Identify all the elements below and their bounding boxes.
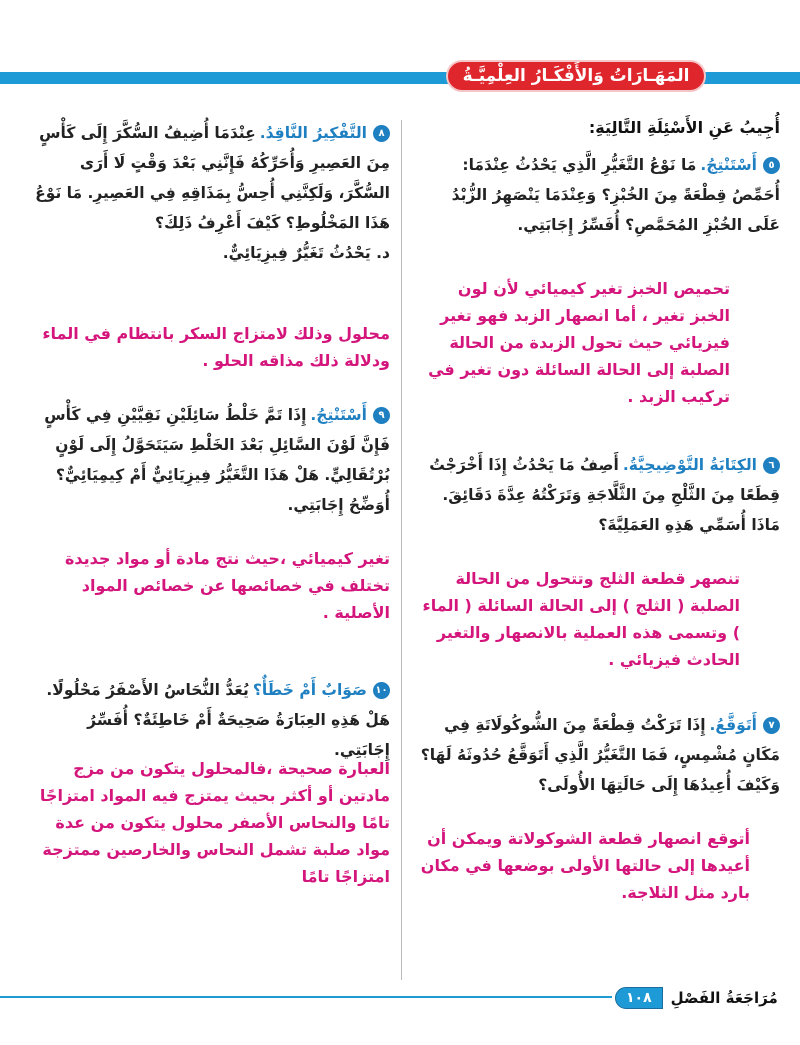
question-tag: أَسْتَنْتِجُ.	[700, 156, 757, 174]
question-number: ٩	[373, 407, 390, 424]
question-tag: صَوَابٌ أَمْ خَطَأٌ؟	[252, 681, 367, 699]
question-text: إِذَا تَمَّ خَلْطُ سَائِلَيْنِ نَقِيَّيْنِ فِي كَأْسٍ فَإِنَّ لَوْنَ السَّائِلِ بَعْدَ الخَلْطِ سَيَتَحَوَّلُ إِلَى لَوْنٍ بُرْتُقَالِيٍّ. هَلْ هَذَا التَّغَيُّرُ فِيزِيَائِيٌّ أَمْ كِيمِيَائِيٌّ؟ أُوَضِّحُ إِجَابَتِي.	[44, 406, 390, 514]
question-number: ٥	[763, 157, 780, 174]
question-6	[420, 450, 780, 540]
question-10	[30, 675, 390, 765]
question-7	[420, 710, 780, 800]
question-tag: الكِتَابَةُ التَّوْضِيحِيَّةُ.	[622, 456, 757, 474]
column-divider	[401, 120, 402, 980]
intro-instruction: أُجِيبُ عَنِ الأَسْئِلَةِ التَّالِيَةِ:	[588, 118, 780, 137]
page-footer	[615, 985, 778, 1011]
question-text: مَا نَوْعُ التَّغَيُّرِ الَّذِي يَحْدُثُ عِنْدَمَا: أُحَمِّصُ قِطْعَةً مِنَ الخُبْزِ؟ وَعِنْدَمَا يَنْصَهِرُ الزُّبْدُ عَلَى الخُبْزِ المُحَمَّصِ؟ أُفَسِّرُ إِجَابَتِي.	[451, 156, 780, 234]
question-number: ١٠	[373, 682, 390, 699]
answer-9: تغير كيميائي ،حيث نتج مادة أو مواد جديدة تختلف في خصائصها عن خصائص المواد الأصلية .	[64, 549, 390, 622]
answer-8: محلول وذلك لامتزاج السكر بانتظام في الماء ودلالة ذلك مذاقه الحلو .	[42, 324, 390, 370]
question-number: ٦	[763, 457, 780, 474]
answer-10: العبارة صحيحة ،فالمحلول يتكون من مزج مادتين أو أكثر بحيث يمتزج فيه المواد امتزاجًا تامًا والنحاس الأصفر محلول يتكون من عدة مواد صلبة تشمل النحاس والخارصين ممتزجة امتزاجًا تامًا	[39, 759, 390, 886]
question-number: ٨	[373, 125, 390, 142]
question-tag: أَسْتَنْتِجُ.	[310, 406, 367, 424]
question-8	[30, 118, 390, 268]
question-tag: أَتَوَقَّعُ.	[709, 716, 757, 734]
question-text: أَصِفُ مَا يَحْدُثُ إِذَا أَخْرَجْتُ قِطَعًا مِنَ الثَّلْجِ مِنَ الثَّلَّاجَةِ وَتَرَكْتُهُ عِدَّةَ دَقَائِقَ. مَاذَا أُسَمِّي هَذِهِ العَمَلِيَّةَ؟	[429, 456, 780, 534]
page-number: ١٠٨	[615, 987, 663, 1009]
section-header: المَهَـارَاتُ وَالأَفْكَـارُ العِلْمِيَّـةُ	[446, 60, 706, 92]
question-number: ٧	[763, 717, 780, 734]
answer-option-d: د. يَحْدُثُ تَغَيُّرٌ فِيزِيَائِيٌّ.	[222, 244, 390, 262]
question-9	[30, 400, 390, 520]
question-text: إِذَا تَرَكْتُ قِطْعَةً مِنَ الشُّوكُولَاتَةِ فِي مَكَانٍ مُشْمِسٍ، فَمَا التَّغَيُّرُ الَّذِي أَتَوَقَّعُ حُدُوثَهُ لَهَا؟ وَكَيْفَ أُعِيدُهَا إِلَى حَالَتِهَا الأُولَى؟	[420, 716, 780, 794]
footer-line	[0, 996, 612, 998]
answer-5: تحميص الخبز تغير كيميائي لأن لون الخبز تغير ، أما انصهار الزبد فهو تغير فيزيائي حيث تحول الزبدة من الحالة الصلبة إلى الحالة السائلة دون تغير في تركيب الزبد .	[428, 279, 730, 406]
question-tag: التَّفْكِيرُ النَّاقِدُ.	[259, 124, 367, 142]
question-text: يُعَدُّ النُّحَاسُ الأَصْفَرُ مَحْلُولًا. هَلْ هَذِهِ العِبَارَةُ صَحِيحَةٌ أَمْ خَاطِئَةٌ؟ أُفَسِّرُ إِجَابَتِي.	[46, 681, 390, 759]
question-text: عِنْدَمَا أُضِيفُ السُّكَّرَ إِلَى كَأْسٍ مِنَ العَصِيرِ وَأُحَرِّكُهُ فَإِنَّنِي بَعْدَ وَقْتٍ لَا أَرَى السُّكَّرَ، وَلَكِنَّنِي أُحِسُّ بِمَذَاقِهِ فِي العَصِيرِ. مَا نَوْعُ هَذَا المَخْلُوطِ؟ كَيْفَ أَعْرِفُ ذَلِكَ؟	[35, 124, 390, 232]
answer-7: أتوقع انصهار قطعة الشوكولاتة ويمكن أن أعيدها إلى حالتها الأولى بوضعها في مكان بارد مثل الثلاجة.	[420, 829, 750, 902]
question-5	[420, 150, 780, 240]
answer-6: تنصهر قطعة الثلج وتتحول من الحالة الصلبة ( الثلج ) إلى الحالة السائلة ( الماء ) وتسمى هذه العملية بالانصهار والتغير الحادث فيزيائي .	[422, 569, 740, 669]
footer-title: مُرَاجَعَةُ الفَصْلِ	[670, 989, 778, 1007]
